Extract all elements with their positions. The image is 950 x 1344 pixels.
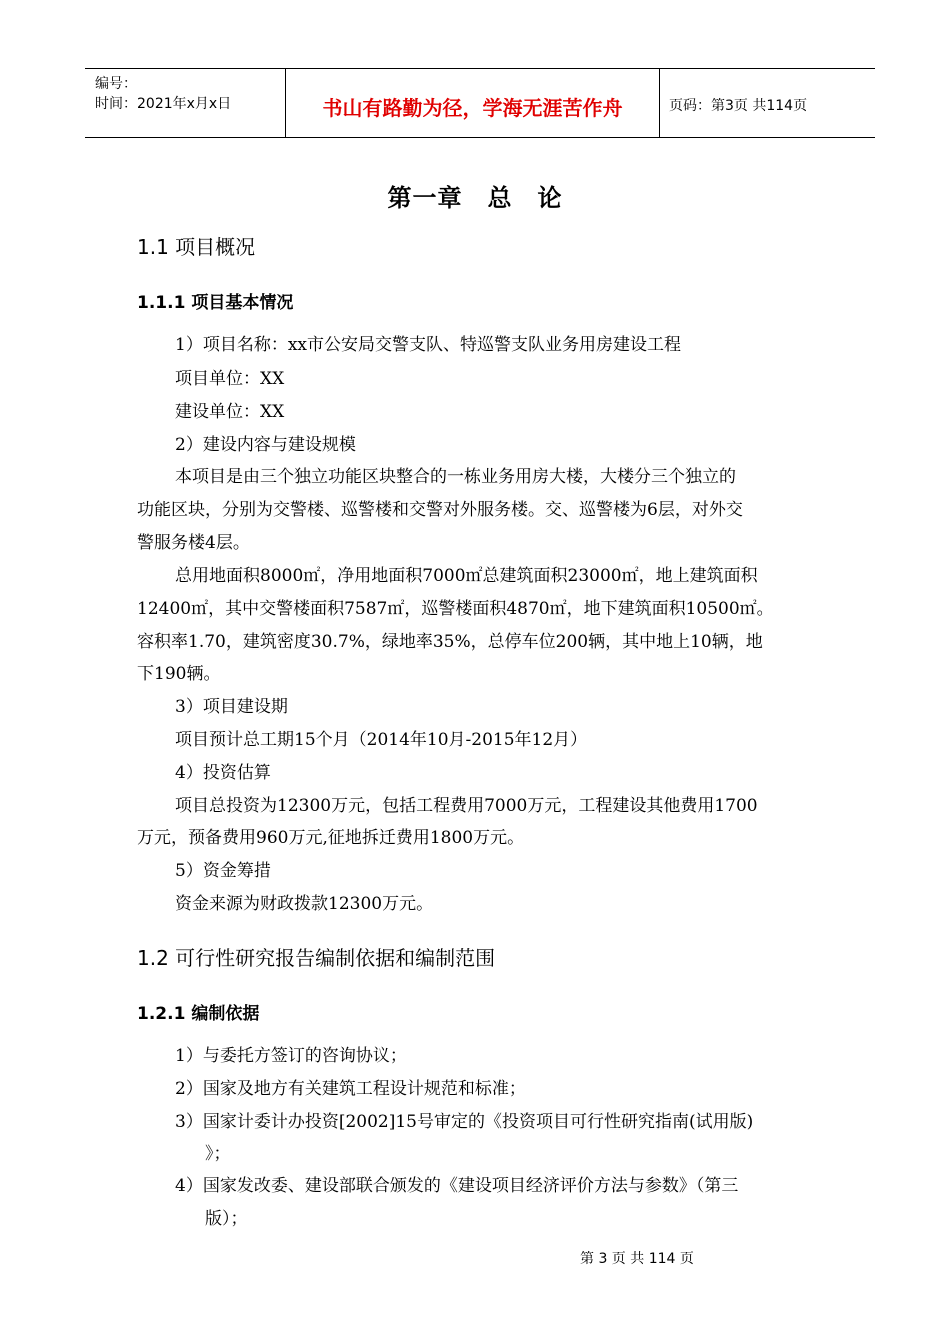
body-line: 1）项目名称：xx市公安局交警支队、特巡警支队业务用房建设工程 <box>175 335 681 355</box>
list-item: 2）国家及地方有关建筑工程设计规范和标准； <box>175 1079 526 1099</box>
body-line: 资金来源为财政拨款12300万元。 <box>175 894 434 914</box>
body-line: 3）项目建设期 <box>175 697 288 717</box>
page-footer: 第 3 页 共 114 页 <box>580 1251 694 1267</box>
body-line: 项目预计总工期15个月（2014年10月-2015年12月） <box>175 730 588 750</box>
chapter-title: 第一章 总 论 <box>387 184 563 212</box>
body-line: 2）建设内容与建设规模 <box>175 435 356 455</box>
body-line: 4）投资估算 <box>175 763 271 783</box>
body-line: 12400㎡，其中交警楼面积7587㎡，巡警楼面积4870㎡，地下建筑面积10500㎡。 <box>137 599 774 619</box>
header-motto-cell <box>285 69 660 137</box>
section-heading-1-2: 1.2 可行性研究报告编制依据和编制范围 <box>137 946 496 970</box>
list-item: 1）与委托方签订的咨询协议； <box>175 1046 407 1066</box>
list-item-continuation: 》； <box>205 1144 231 1164</box>
header-right-cell <box>659 69 875 137</box>
list-item-continuation: 版）； <box>205 1209 248 1229</box>
header-left-cell <box>85 69 285 137</box>
number-label: 编号： <box>95 76 137 92</box>
body-line: 下190辆。 <box>137 664 221 684</box>
body-line: 总用地面积8000㎡，净用地面积7000㎡总建筑面积23000㎡，地上建筑面积 <box>175 566 758 586</box>
page-label: 页码：第3页 共114页 <box>669 98 808 114</box>
body-line: 本项目是由三个独立功能区块整合的一栋业务用房大楼，大楼分三个独立的 <box>175 467 736 487</box>
page-header <box>85 68 875 138</box>
time-label: 时间：2021年x月x日 <box>95 96 232 112</box>
list-item: 3）国家计委计办投资[2002]15号审定的《投资项目可行性研究指南(试用版) <box>175 1112 754 1132</box>
body-line: 建设单位：XX <box>175 402 285 422</box>
body-line: 功能区块，分别为交警楼、巡警楼和交警对外服务楼。交、巡警楼为6层，对外交 <box>137 500 743 520</box>
body-line: 警服务楼4层。 <box>137 533 250 553</box>
body-line: 5）资金筹措 <box>175 861 271 881</box>
body-line: 万元，预备费用960万元,征地拆迁费用1800万元。 <box>137 828 525 848</box>
section-heading-1-1: 1.1 项目概况 <box>137 235 256 259</box>
motto-text: 书山有路勤为径，学海无涯苦作舟 <box>322 96 623 120</box>
body-line: 容积率1.70，建筑密度30.7%，绿地率35%，总停车位200辆，其中地上10辆，地 <box>137 632 763 652</box>
section-heading-1-2-1: 1.2.1 编制依据 <box>137 1004 260 1024</box>
section-heading-1-1-1: 1.1.1 项目基本情况 <box>137 293 294 313</box>
list-item: 4）国家发改委、建设部联合颁发的《建设项目经济评价方法与参数》（第三 <box>175 1176 739 1196</box>
body-line: 项目单位：XX <box>175 369 285 389</box>
body-line: 项目总投资为12300万元，包括工程费用7000万元，工程建设其他费用1700 <box>175 796 758 816</box>
